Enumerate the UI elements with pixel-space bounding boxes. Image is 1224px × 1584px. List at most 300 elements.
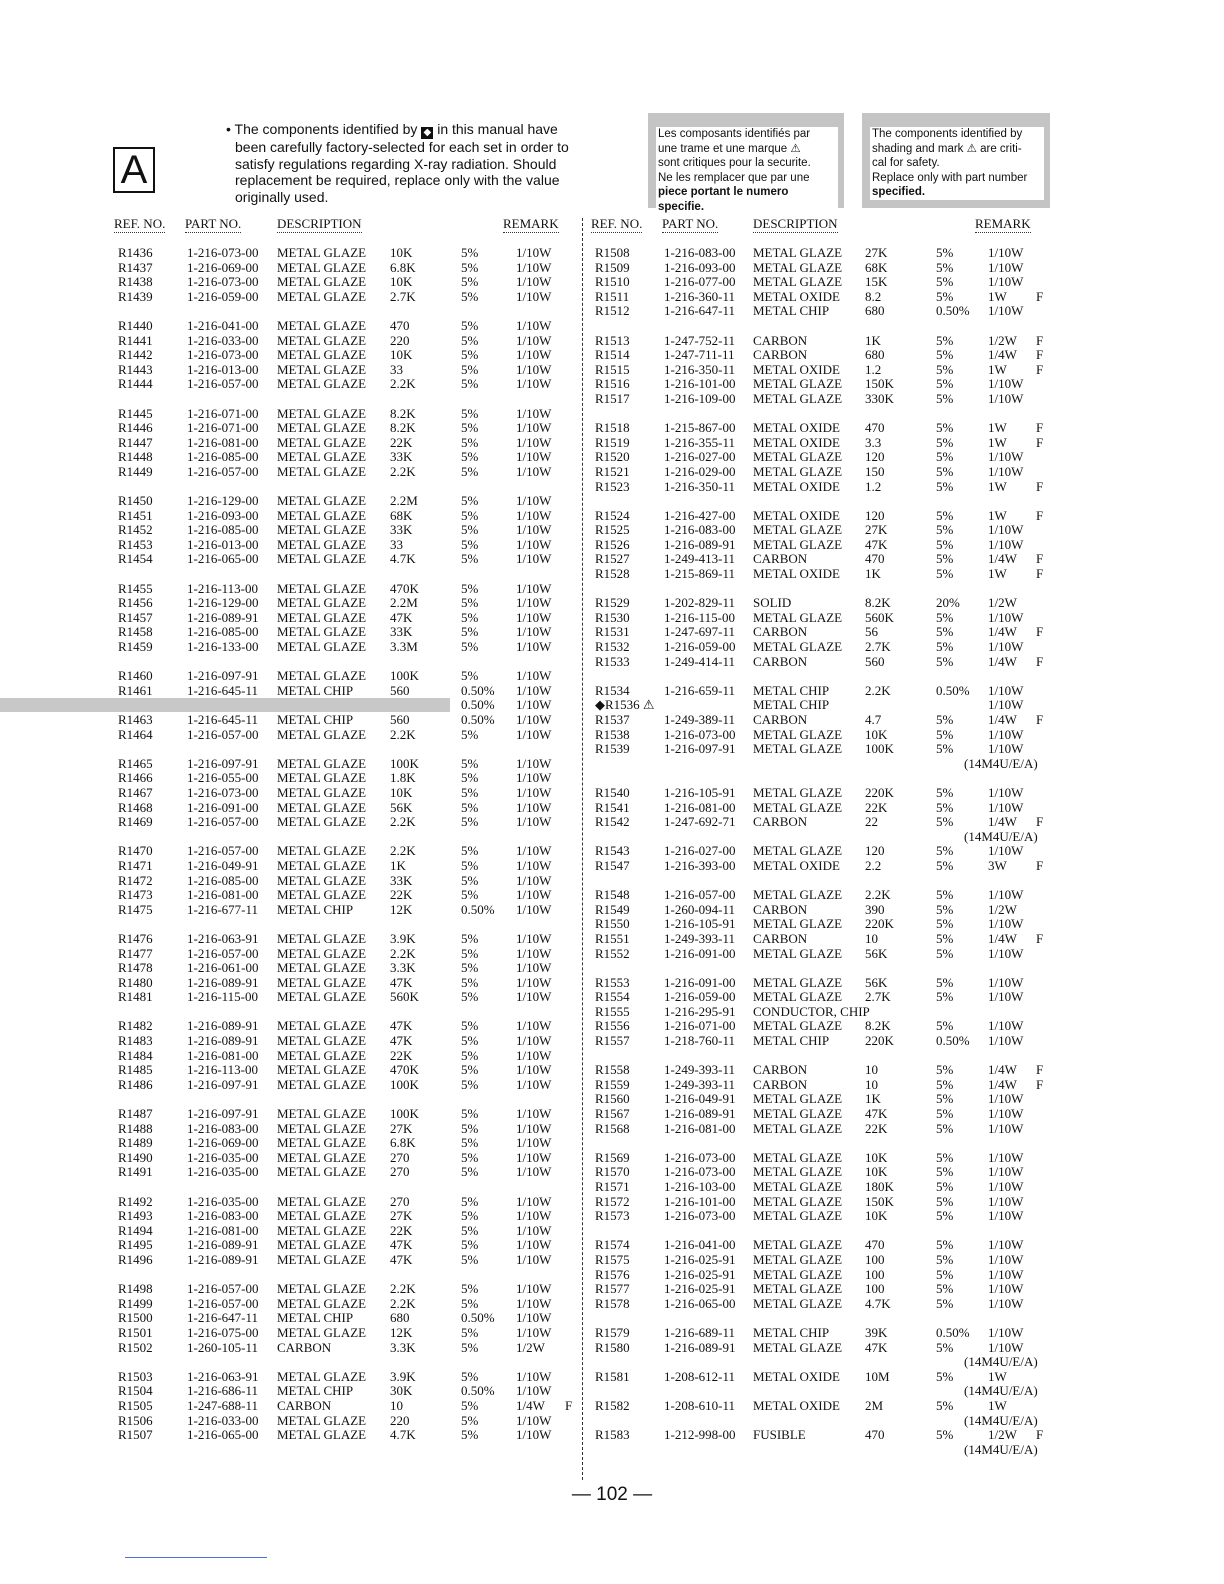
tolerance: 5% bbox=[461, 1135, 479, 1151]
value: 3.3 bbox=[865, 434, 882, 450]
description: METAL GLAZE bbox=[277, 1295, 367, 1311]
rating: 1/10W bbox=[988, 1193, 1024, 1209]
header-part-no: PART NO. bbox=[185, 216, 242, 231]
part-no: 1-216-295-91 bbox=[664, 1003, 736, 1019]
part-no: 1-260-105-11 bbox=[187, 1339, 259, 1355]
rating: 1W bbox=[988, 420, 1007, 436]
rating: 1W bbox=[988, 1368, 1007, 1384]
rating: 1/10W bbox=[516, 887, 552, 903]
ref-no: R1453 bbox=[118, 536, 153, 552]
part-no: 1-216-091-00 bbox=[664, 974, 736, 990]
tolerance: 0.50% bbox=[461, 712, 495, 727]
rating: 1/10W bbox=[516, 1368, 552, 1384]
part-no: 1-249-393-11 bbox=[664, 1062, 736, 1078]
description: METAL GLAZE bbox=[277, 1427, 367, 1443]
ref-no: R1554 bbox=[595, 989, 630, 1005]
value: 10 bbox=[865, 1062, 878, 1078]
part-no: 1-218-760-11 bbox=[664, 1033, 736, 1049]
description: METAL GLAZE bbox=[277, 347, 367, 363]
value: 33K bbox=[390, 449, 413, 465]
ref-no: R1540 bbox=[595, 784, 630, 800]
flag: F bbox=[1036, 551, 1044, 567]
ref-no: R1491 bbox=[118, 1164, 153, 1180]
rating: 1/10W bbox=[988, 1120, 1024, 1136]
part-no: 1-216-083-00 bbox=[664, 522, 736, 538]
rating: 1/10W bbox=[988, 390, 1024, 406]
part-no: 1-216-029-00 bbox=[664, 463, 736, 479]
tolerance: 5% bbox=[936, 522, 954, 538]
rating: 1/10W bbox=[516, 843, 552, 859]
flag: F bbox=[1036, 332, 1044, 348]
value: 8.2K bbox=[865, 1018, 891, 1034]
tolerance: 5% bbox=[461, 639, 479, 655]
tolerance: 5% bbox=[461, 1106, 479, 1122]
value: 10 bbox=[865, 930, 878, 946]
rating: 1/10W bbox=[516, 1076, 552, 1092]
ref-no: R1468 bbox=[118, 799, 153, 815]
ref-no: R1551 bbox=[595, 930, 630, 946]
ref-no: R1446 bbox=[118, 420, 153, 436]
ref-no: R1443 bbox=[118, 361, 153, 377]
tolerance: 5% bbox=[461, 536, 479, 552]
rating: 1/10W bbox=[988, 1208, 1024, 1224]
part-no: 1-216-085-00 bbox=[187, 624, 259, 640]
value: 1.8K bbox=[390, 770, 416, 786]
part-no: 1-216-059-00 bbox=[187, 288, 259, 304]
ref-no: R1527 bbox=[595, 551, 630, 567]
description: METAL GLAZE bbox=[277, 376, 367, 392]
tolerance: 5% bbox=[936, 784, 954, 800]
part-no: 1-215-869-11 bbox=[664, 566, 736, 582]
ref-no: R1505 bbox=[118, 1397, 153, 1413]
value: 120 bbox=[865, 449, 885, 465]
tolerance: 5% bbox=[461, 434, 479, 450]
tolerance: 5% bbox=[461, 1076, 479, 1092]
part-no: 1-216-115-00 bbox=[664, 609, 736, 625]
tolerance: 5% bbox=[461, 420, 479, 436]
ref-no: R1568 bbox=[595, 1120, 630, 1136]
value: 2.7K bbox=[390, 288, 416, 304]
rating: 1/10W bbox=[516, 814, 552, 830]
tolerance: 0.50% bbox=[461, 901, 495, 917]
rating: 1/10W bbox=[516, 1164, 552, 1180]
flag: F bbox=[1036, 653, 1044, 669]
ref-no: R1481 bbox=[118, 989, 153, 1005]
tolerance: 5% bbox=[461, 609, 479, 625]
header-part-no-right: PART NO. bbox=[662, 216, 719, 231]
rating: 1/10W bbox=[516, 595, 552, 611]
tolerance: 0.50% bbox=[461, 697, 495, 713]
ref-no: R1457 bbox=[118, 609, 153, 625]
rating: 1/10W bbox=[516, 712, 552, 727]
ref-no: R1523 bbox=[595, 478, 630, 494]
value: 470 bbox=[865, 420, 885, 436]
part-no: 1-216-041-00 bbox=[664, 1237, 736, 1253]
description: METAL GLAZE bbox=[277, 449, 367, 465]
rating: 1/10W bbox=[988, 697, 1024, 713]
tolerance: 0.50% bbox=[461, 1383, 495, 1399]
tolerance: 5% bbox=[936, 347, 954, 363]
value: 470K bbox=[390, 1062, 419, 1078]
value: 680 bbox=[865, 303, 885, 319]
value: 22K bbox=[390, 434, 413, 450]
flag: F bbox=[565, 1397, 573, 1413]
value: 3.3K bbox=[390, 960, 416, 976]
rating: 1/10W bbox=[516, 1222, 552, 1238]
part-no: 1-216-025-91 bbox=[664, 1281, 736, 1297]
flag: F bbox=[1036, 712, 1044, 727]
description: METAL GLAZE bbox=[277, 930, 367, 946]
description: METAL GLAZE bbox=[753, 449, 843, 465]
flag: F bbox=[1036, 420, 1044, 436]
description: METAL GLAZE bbox=[753, 609, 843, 625]
value: 47K bbox=[390, 1018, 413, 1034]
rating: 1/10W bbox=[516, 405, 552, 421]
rating: 1W bbox=[988, 507, 1007, 523]
description: CARBON bbox=[753, 347, 808, 363]
tolerance: 5% bbox=[936, 930, 954, 946]
description: METAL GLAZE bbox=[753, 463, 843, 479]
description: METAL CHIP bbox=[753, 303, 830, 319]
value: 2.2M bbox=[390, 595, 418, 611]
value: 220K bbox=[865, 784, 894, 800]
description: METAL CHIP bbox=[753, 1324, 830, 1340]
part-no: 1-215-867-00 bbox=[664, 420, 736, 436]
ref-no: R1436 bbox=[118, 245, 153, 260]
tolerance: 5% bbox=[936, 1266, 954, 1282]
ref-no: R1537 bbox=[595, 712, 630, 727]
tolerance: 5% bbox=[461, 580, 479, 596]
tolerance: 5% bbox=[936, 1179, 954, 1194]
value: 1K bbox=[865, 1091, 881, 1107]
value: 8.2K bbox=[390, 420, 416, 436]
description: METAL GLAZE bbox=[277, 493, 367, 509]
tolerance: 5% bbox=[936, 566, 954, 582]
ref-no: R1489 bbox=[118, 1135, 153, 1151]
tolerance: 5% bbox=[936, 1237, 954, 1253]
tolerance: 5% bbox=[461, 1062, 479, 1078]
value: 100K bbox=[390, 1076, 419, 1092]
ref-no: R1490 bbox=[118, 1149, 153, 1165]
part-no: 1-216-101-00 bbox=[664, 1193, 736, 1209]
part-no: 1-216-355-11 bbox=[664, 434, 736, 450]
part-no: 1-216-097-91 bbox=[187, 755, 259, 771]
description: METAL GLAZE bbox=[277, 857, 367, 873]
tolerance: 5% bbox=[461, 945, 479, 961]
description: METAL GLAZE bbox=[753, 843, 843, 859]
rating: 1/10W bbox=[988, 916, 1024, 932]
tolerance: 5% bbox=[461, 1120, 479, 1136]
ref-no: R1525 bbox=[595, 522, 630, 538]
part-no: 1-249-414-11 bbox=[664, 653, 736, 669]
ref-no: R1529 bbox=[595, 595, 630, 611]
rating: 1/10W bbox=[516, 463, 552, 479]
value: 120 bbox=[865, 843, 885, 859]
description: METAL GLAZE bbox=[277, 814, 367, 830]
rating: 1/10W bbox=[516, 872, 552, 888]
tolerance: 5% bbox=[936, 1193, 954, 1209]
value: 2.2K bbox=[390, 1295, 416, 1311]
description: METAL GLAZE bbox=[277, 974, 367, 990]
part-no: 1-216-659-11 bbox=[664, 682, 736, 698]
value: 12K bbox=[390, 901, 413, 917]
notice-line: The components identified by bbox=[872, 128, 1023, 140]
part-no: 1-247-692-71 bbox=[664, 814, 736, 830]
description: METAL GLAZE bbox=[277, 668, 367, 684]
description: METAL GLAZE bbox=[753, 741, 843, 757]
description: METAL GLAZE bbox=[277, 887, 367, 903]
description: CARBON bbox=[753, 814, 808, 830]
rating: 1/4W bbox=[516, 1397, 545, 1413]
rating: 1/10W bbox=[516, 317, 552, 333]
value: 2.2K bbox=[390, 463, 416, 479]
tolerance: 5% bbox=[461, 843, 479, 859]
ref-no: R1550 bbox=[595, 916, 630, 932]
tolerance: 5% bbox=[936, 814, 954, 830]
ref-no: R1465 bbox=[118, 755, 153, 771]
tolerance: 5% bbox=[461, 245, 479, 260]
ref-no: R1500 bbox=[118, 1310, 153, 1326]
description: METAL OXIDE bbox=[753, 566, 840, 582]
value: 470 bbox=[865, 1427, 885, 1443]
description: METAL GLAZE bbox=[277, 536, 367, 552]
ref-no: R1553 bbox=[595, 974, 630, 990]
description: METAL GLAZE bbox=[753, 1149, 843, 1165]
part-no: 1-216-109-00 bbox=[664, 390, 736, 406]
value: 270 bbox=[390, 1149, 410, 1165]
value: 680 bbox=[865, 347, 885, 363]
tolerance: 5% bbox=[936, 1018, 954, 1034]
tolerance: 0.50% bbox=[936, 682, 970, 698]
part-no: 1-216-083-00 bbox=[187, 1208, 259, 1224]
tolerance: 5% bbox=[936, 332, 954, 348]
tolerance: 5% bbox=[936, 434, 954, 450]
value: 8.2K bbox=[865, 595, 891, 611]
part-no: 1-216-647-11 bbox=[664, 303, 736, 319]
description: METAL CHIP bbox=[277, 1310, 354, 1326]
description: FUSIBLE bbox=[753, 1427, 806, 1443]
description: METAL GLAZE bbox=[277, 1281, 367, 1297]
tolerance: 5% bbox=[936, 857, 954, 873]
ref-no: R1496 bbox=[118, 1251, 153, 1267]
value: 270 bbox=[390, 1193, 410, 1209]
tolerance: 5% bbox=[936, 1164, 954, 1180]
rating: 1/10W bbox=[988, 1179, 1024, 1194]
tolerance: 5% bbox=[461, 1237, 479, 1253]
ref-no: R1502 bbox=[118, 1339, 153, 1355]
value: 2.2K bbox=[390, 726, 416, 742]
header-ref-no-right: REF. NO. bbox=[591, 216, 643, 231]
part-no: 1-216-075-00 bbox=[187, 1324, 259, 1340]
tolerance: 5% bbox=[936, 989, 954, 1005]
value: 2.2K bbox=[390, 945, 416, 961]
value: 22K bbox=[865, 1120, 888, 1136]
value: 10K bbox=[865, 1149, 888, 1165]
ref-no: R1574 bbox=[595, 1237, 630, 1253]
rating: 1/10W bbox=[988, 1266, 1024, 1282]
rating: 1/10W bbox=[988, 726, 1024, 742]
tolerance: 5% bbox=[936, 901, 954, 917]
rating: 1/10W bbox=[516, 974, 552, 990]
description: METAL GLAZE bbox=[753, 1120, 843, 1136]
rating: 1/10W bbox=[988, 1324, 1024, 1340]
rating: 1/10W bbox=[988, 639, 1024, 655]
rating: 1/10W bbox=[516, 361, 552, 377]
description: METAL GLAZE bbox=[277, 245, 367, 260]
ref-no: R1514 bbox=[595, 347, 630, 363]
rating: 1/10W bbox=[988, 1149, 1024, 1165]
description: METAL GLAZE bbox=[753, 1281, 843, 1297]
description: METAL CHIP bbox=[277, 712, 354, 727]
part-no: 1-202-829-11 bbox=[664, 595, 736, 611]
model-note-text: (14M4U/E/A) bbox=[964, 755, 1038, 771]
part-no: 1-216-113-00 bbox=[187, 1062, 259, 1078]
part-no: 1-247-711-11 bbox=[664, 347, 735, 363]
ref-no: R1526 bbox=[595, 536, 630, 552]
tolerance: 5% bbox=[936, 843, 954, 859]
rating: 1/4W bbox=[988, 930, 1017, 946]
tolerance: 5% bbox=[461, 726, 479, 742]
part-no: 1-216-089-91 bbox=[664, 1339, 736, 1355]
tolerance: 5% bbox=[461, 872, 479, 888]
rating: 1/10W bbox=[988, 449, 1024, 465]
part-no: 1-216-057-00 bbox=[187, 1281, 259, 1297]
rating: 1/10W bbox=[516, 332, 552, 348]
value: 27K bbox=[865, 522, 888, 538]
part-no: 1-216-081-00 bbox=[187, 434, 259, 450]
tolerance: 5% bbox=[461, 784, 479, 800]
part-no: 1-216-049-91 bbox=[664, 1091, 736, 1107]
tolerance: 5% bbox=[461, 1222, 479, 1238]
value: 8.2K bbox=[390, 405, 416, 421]
ref-no: R1475 bbox=[118, 901, 153, 917]
value: 560K bbox=[865, 609, 894, 625]
part-no: 1-216-350-11 bbox=[664, 478, 736, 494]
part-no: 1-249-413-11 bbox=[664, 551, 736, 567]
description: METAL CHIP bbox=[277, 901, 354, 917]
part-no: 1-216-027-00 bbox=[664, 449, 736, 465]
ref-no: R1508 bbox=[595, 245, 630, 260]
value: 150K bbox=[865, 376, 894, 392]
notice-line: une trame et une marque ⚠ bbox=[658, 142, 801, 155]
part-no: 1-216-093-00 bbox=[664, 259, 736, 275]
value: 30K bbox=[390, 1383, 413, 1399]
rating: 1/10W bbox=[516, 1412, 552, 1428]
value: 56K bbox=[865, 945, 888, 961]
tolerance: 5% bbox=[461, 347, 479, 363]
value: 10 bbox=[865, 1076, 878, 1092]
value: 4.7K bbox=[865, 1295, 891, 1311]
tolerance: 5% bbox=[461, 960, 479, 976]
description: METAL GLAZE bbox=[277, 274, 367, 290]
part-no: 1-216-065-00 bbox=[187, 1427, 259, 1443]
description: METAL GLAZE bbox=[277, 405, 367, 421]
tolerance: 5% bbox=[461, 974, 479, 990]
tolerance: 0.50% bbox=[936, 1033, 970, 1049]
rating: 1/10W bbox=[516, 989, 552, 1005]
description: METAL OXIDE bbox=[753, 361, 840, 377]
rating: 1/10W bbox=[516, 347, 552, 363]
tolerance: 5% bbox=[936, 390, 954, 406]
rating: 1/10W bbox=[516, 770, 552, 786]
part-no: 1-216-073-00 bbox=[664, 1149, 736, 1165]
description: METAL GLAZE bbox=[277, 872, 367, 888]
part-no: 1-216-686-11 bbox=[187, 1383, 259, 1399]
value: 27K bbox=[390, 1120, 413, 1136]
description: METAL GLAZE bbox=[277, 259, 367, 275]
part-no: 1-216-013-00 bbox=[187, 361, 259, 377]
ref-no: R1570 bbox=[595, 1164, 630, 1180]
ref-no: R1504 bbox=[118, 1383, 153, 1399]
tolerance: 5% bbox=[461, 1164, 479, 1180]
description: METAL GLAZE bbox=[277, 420, 367, 436]
rating: 1/10W bbox=[516, 434, 552, 450]
description: METAL GLAZE bbox=[753, 1179, 843, 1194]
header-description-right: DESCRIPTION bbox=[753, 216, 838, 231]
rating: 1/10W bbox=[988, 989, 1024, 1005]
tolerance: 5% bbox=[461, 668, 479, 684]
description: METAL GLAZE bbox=[277, 595, 367, 611]
part-no: 1-216-073-00 bbox=[187, 347, 259, 363]
value: 220 bbox=[390, 1412, 410, 1428]
ref-no: R1447 bbox=[118, 434, 153, 450]
rating: 1/2W bbox=[516, 1339, 545, 1355]
part-no: 1-216-025-91 bbox=[664, 1266, 736, 1282]
rating: 1/10W bbox=[516, 580, 552, 596]
description: METAL GLAZE bbox=[753, 376, 843, 392]
ref-no: R1567 bbox=[595, 1106, 630, 1122]
description: METAL GLAZE bbox=[753, 1164, 843, 1180]
rating: 1/10W bbox=[516, 274, 552, 290]
value: 22K bbox=[390, 1222, 413, 1238]
description: METAL GLAZE bbox=[277, 434, 367, 450]
rating: 1/10W bbox=[988, 784, 1024, 800]
description: METAL GLAZE bbox=[277, 639, 367, 655]
safety-notice-fr bbox=[648, 113, 844, 213]
rating: 1/10W bbox=[988, 1018, 1024, 1034]
tolerance: 5% bbox=[461, 595, 479, 611]
description: METAL GLAZE bbox=[753, 1193, 843, 1209]
description: METAL GLAZE bbox=[277, 1062, 367, 1078]
ref-no: R1464 bbox=[118, 726, 153, 742]
part-no: 1-216-085-00 bbox=[187, 872, 259, 888]
part-no: 1-216-057-00 bbox=[187, 843, 259, 859]
description: METAL OXIDE bbox=[753, 420, 840, 436]
description: METAL GLAZE bbox=[277, 332, 367, 348]
description: METAL GLAZE bbox=[753, 916, 843, 932]
part-no: 1-216-427-00 bbox=[664, 507, 736, 523]
value: 10K bbox=[390, 784, 413, 800]
part-no: 1-216-063-91 bbox=[187, 930, 259, 946]
description: METAL GLAZE bbox=[277, 1018, 367, 1034]
part-no: 1-216-081-00 bbox=[187, 1222, 259, 1238]
ref-no: R1547 bbox=[595, 857, 630, 873]
tolerance: 20% bbox=[936, 595, 960, 611]
rating: 1/10W bbox=[988, 974, 1024, 990]
tolerance: 5% bbox=[461, 814, 479, 830]
ref-no: R1557 bbox=[595, 1033, 630, 1049]
value: 150 bbox=[865, 463, 885, 479]
rating: 1/10W bbox=[516, 449, 552, 465]
description: METAL GLAZE bbox=[277, 1251, 367, 1267]
value: 68K bbox=[390, 507, 413, 523]
tolerance: 5% bbox=[461, 1033, 479, 1049]
value: 100 bbox=[865, 1281, 885, 1297]
ref-no: R1492 bbox=[118, 1193, 153, 1209]
ref-no: R1572 bbox=[595, 1193, 630, 1209]
description: METAL CHIP bbox=[753, 697, 830, 713]
rating: 1/10W bbox=[516, 493, 552, 509]
